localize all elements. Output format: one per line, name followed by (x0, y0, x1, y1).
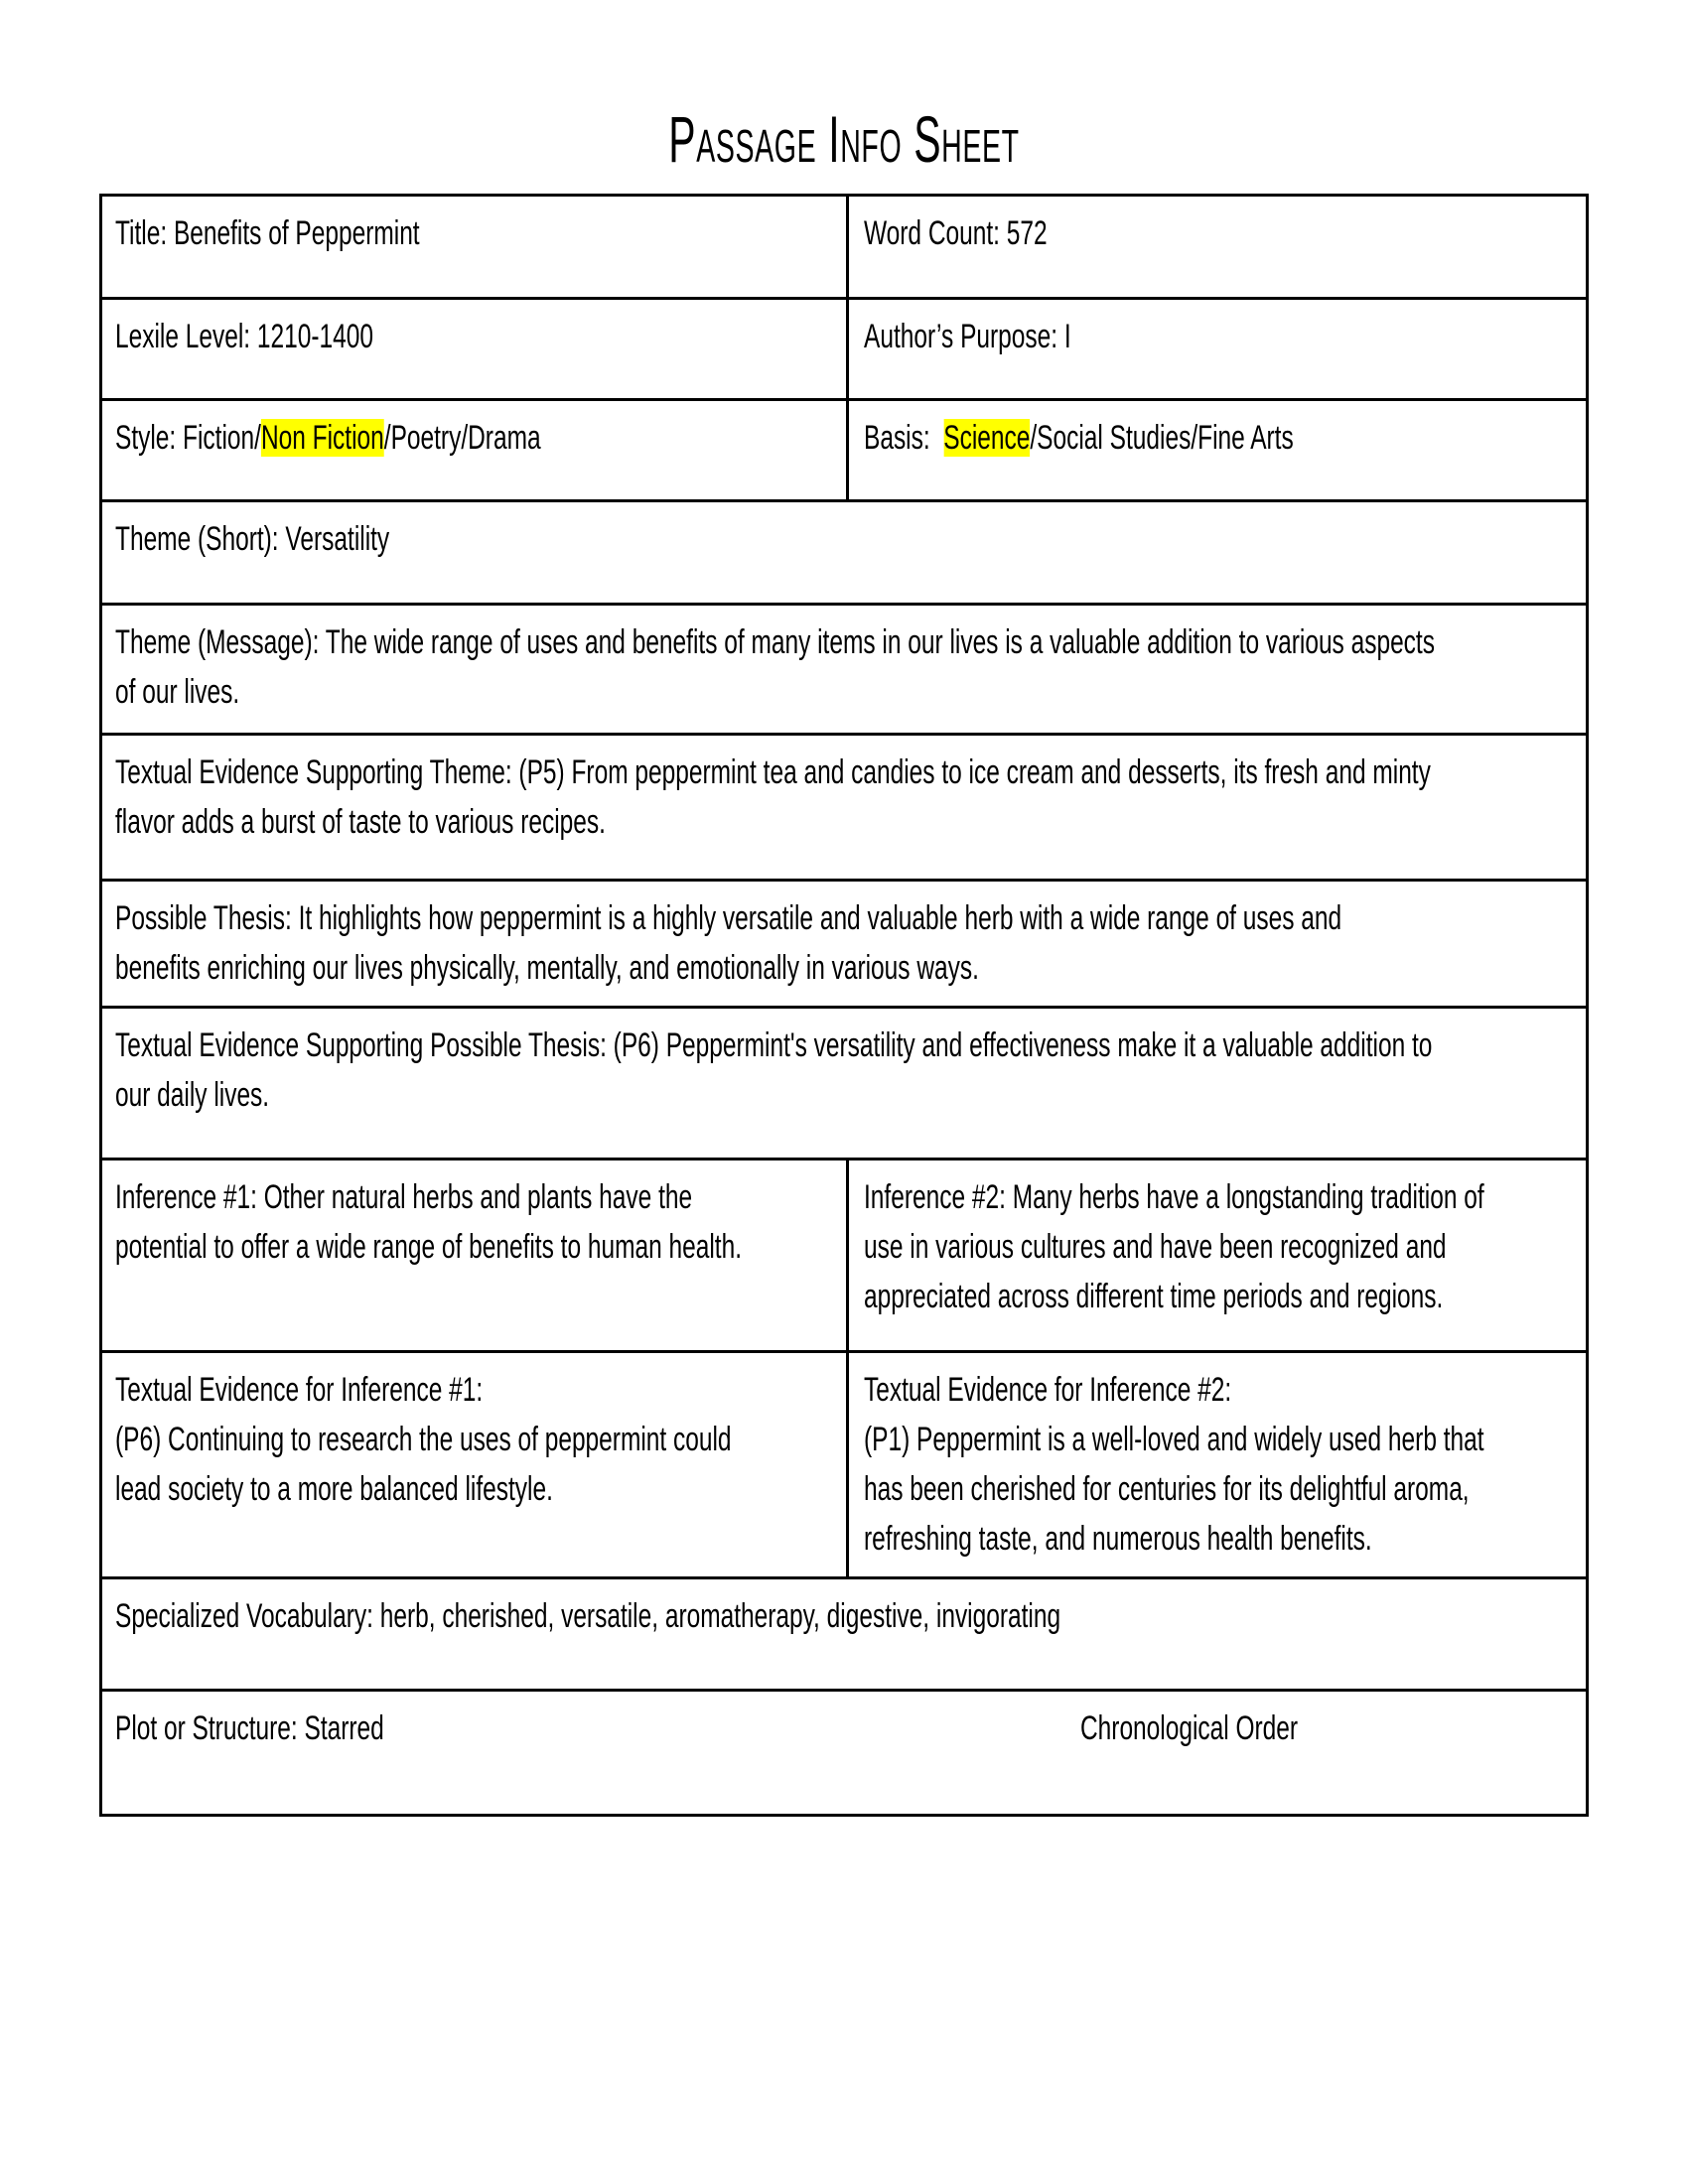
row-theme-message (102, 603, 1586, 733)
row-inferences (102, 1158, 1586, 1350)
style-option-poetry: Poetry (390, 419, 462, 457)
plot-structure-note: Chronological Order (1080, 1709, 1299, 1747)
basis-option-social-studies: Social Studies (1037, 419, 1192, 457)
row-lexile-purpose (102, 297, 1586, 398)
row-plot-structure (102, 1689, 1586, 1814)
style-cell: Style: Fiction/Non Fiction/Poetry/Drama (102, 401, 849, 499)
basis-option-fine-arts: Fine Arts (1197, 419, 1294, 457)
possible-thesis-cell: Possible Thesis: It highlights how peppermint is a highly versatile and valuable herb with a wide range of uses and benefits enriching our lives physically, mentally, and emotionally in various ways. (115, 899, 1342, 987)
word-count-value: 572 (1006, 214, 1048, 252)
authors-purpose-label: Author’s Purpose: (864, 318, 1058, 355)
row-theme-short (102, 499, 1586, 603)
row-evidence-thesis (102, 1006, 1586, 1158)
style-option-fiction: Fiction (183, 419, 255, 457)
plot-structure-label: Plot or Structure: (115, 1709, 298, 1747)
page-title: Passage Info Sheet (668, 102, 1020, 176)
style-option-non-fiction-highlighted: Non Fiction (260, 419, 384, 457)
basis-label: Basis: (864, 419, 930, 457)
passage-info-table (99, 194, 1589, 1817)
basis-cell: Basis: Science/Social Studies/Fine Arts (864, 419, 1294, 457)
plot-structure-value: Starred (304, 1709, 384, 1747)
row-vocabulary (102, 1576, 1586, 1689)
word-count-label: Word Count: (864, 214, 1000, 252)
vocabulary-cell (102, 1579, 1586, 1689)
row-title-wordcount (102, 197, 1586, 297)
evidence-inference-2-cell: Textual Evidence for Inference #2: (P1) Peppermint is a well-loved and widely used herb that has been cherished for centuries for its delightful aroma, refreshing taste, and numerous health benefits. (864, 1371, 1484, 1558)
theme-short-cell (102, 502, 1586, 603)
inference-2-cell: Inference #2: Many herbs have a longstanding tradition of use in various cultures and have been recognized and appreciated across different time periods and regions. (864, 1178, 1484, 1315)
word-count-cell (849, 197, 1586, 297)
row-evidence-theme (102, 733, 1586, 879)
style-label: Style: (115, 419, 177, 457)
vocabulary-value: herb, cherished, versatile, aromatherapy, digestive, invigorating (379, 1597, 1061, 1635)
row-style-basis (102, 398, 1586, 499)
theme-message-cell: Theme (Message): The wide range of uses and benefits of many items in our lives is a valuable addition to various aspects of our lives. (115, 623, 1435, 711)
authors-purpose-cell (849, 300, 1586, 398)
plot-structure-cell (102, 1692, 1586, 1814)
basis-option-science-highlighted: Science (943, 419, 1031, 457)
theme-short-value: Versatility (285, 520, 390, 558)
title-value: Benefits of Peppermint (173, 214, 420, 252)
evidence-thesis-cell: Textual Evidence Supporting Possible Thesis: (P6) Peppermint's versatility and effectiveness make it a valuable addition to our daily lives. (115, 1026, 1433, 1114)
row-inference-evidence (102, 1350, 1586, 1576)
inference-1-cell: Inference #1: Other natural herbs and plants have the potential to offer a wide range of benefits to human health. (102, 1160, 849, 1350)
evidence-inference-1-cell: Textual Evidence for Inference #1: (P6) Continuing to research the uses of peppermint could lead society to a more balanced lifestyle. (102, 1353, 849, 1576)
lexile-label: Lexile Level: (115, 318, 251, 355)
lexile-cell (102, 300, 849, 398)
authors-purpose-value: I (1063, 318, 1071, 355)
evidence-theme-cell: Textual Evidence Supporting Theme: (P5) From peppermint tea and candies to ice cream and desserts, its fresh and minty flavor adds a burst of taste to various recipes. (115, 753, 1431, 841)
style-option-drama: Drama (468, 419, 541, 457)
theme-short-label: Theme (Short): (115, 520, 279, 558)
lexile-value: 1210-1400 (256, 318, 373, 355)
title-label: Title: (115, 214, 168, 252)
title-cell (102, 197, 849, 297)
vocabulary-label: Specialized Vocabulary: (115, 1597, 373, 1635)
row-possible-thesis (102, 879, 1586, 1006)
